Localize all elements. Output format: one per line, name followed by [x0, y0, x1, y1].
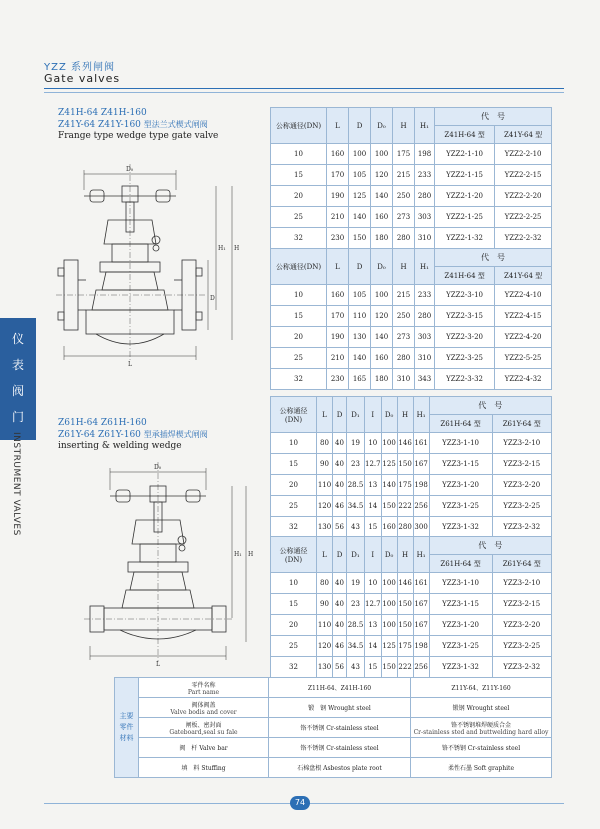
table-cell: 15	[365, 657, 382, 678]
col-header: D	[349, 249, 371, 285]
table-row	[271, 657, 552, 678]
table-cell: 280	[415, 186, 435, 207]
table-cell: YZZ2-3-10	[435, 285, 495, 306]
table-cell: 40	[333, 454, 347, 475]
table-cell: 233	[415, 285, 435, 306]
col-header: D	[349, 108, 371, 144]
table-cell: YZZ2-1-15	[435, 165, 495, 186]
col-header: D₀	[381, 397, 397, 433]
table-cell: 10	[365, 573, 382, 594]
section1-table-a-body	[271, 144, 552, 249]
table-cell: 110	[349, 306, 371, 327]
table-cell: 10	[271, 433, 317, 454]
part-name: 阀 杆 Valve bar	[139, 738, 269, 758]
section2-spec-table-a	[270, 396, 552, 538]
table-cell: 140	[349, 348, 371, 369]
table-cell: 110	[317, 615, 333, 636]
table-cell: 180	[371, 228, 393, 249]
table-cell: 15	[271, 594, 317, 615]
col-header: H	[397, 397, 413, 433]
table-cell: 19	[347, 433, 365, 454]
table-cell: 215	[393, 165, 415, 186]
code-header: 代 号	[429, 397, 551, 415]
material-col1: 铬不锈钢 Cr-stainless steel	[269, 718, 411, 738]
code-sub-header: Z41H-64 型	[435, 267, 495, 285]
col-header: H	[397, 537, 413, 573]
part-name: 填 料 Stuffing	[139, 758, 269, 778]
material-col1-header: Z11H-64、Z41H-160	[269, 678, 411, 698]
table-cell: 40	[333, 573, 347, 594]
table-cell: 100	[371, 144, 393, 165]
socket-weld-gate-valve-drawing	[60, 456, 260, 674]
table-cell: 256	[413, 657, 429, 678]
table-cell: 15	[271, 165, 327, 186]
code-sub-header: Z61Y-64 型	[492, 555, 552, 573]
table-cell: YZZ2-3-15	[435, 306, 495, 327]
section2-table-b-body	[271, 573, 552, 678]
table-row	[271, 615, 552, 636]
table-cell: 160	[371, 348, 393, 369]
table-cell: YZZ3-1-25	[429, 496, 492, 517]
table-cell: 140	[381, 475, 397, 496]
table-cell: 100	[381, 433, 397, 454]
col-header: H	[393, 108, 415, 144]
table-row	[271, 207, 552, 228]
table-cell: 167	[413, 615, 429, 636]
table-cell: 150	[381, 657, 397, 678]
section1-table-b-body	[271, 285, 552, 390]
table-cell: YZZ2-2-10	[495, 144, 552, 165]
table-cell: 130	[317, 657, 333, 678]
section2-type-english: inserting & welding wedge	[58, 441, 182, 451]
table-cell: YZZ3-1-10	[429, 433, 492, 454]
table-cell: 120	[371, 306, 393, 327]
table-cell: 100	[349, 144, 371, 165]
dim-label-l: L	[156, 661, 160, 668]
table-cell: YZZ2-2-15	[495, 165, 552, 186]
table-cell: 167	[413, 454, 429, 475]
table-cell: 160	[327, 285, 349, 306]
table-cell: 198	[413, 475, 429, 496]
table-cell: 175	[397, 475, 413, 496]
table-cell: 40	[333, 615, 347, 636]
table-row	[271, 594, 552, 615]
table-cell: 130	[317, 517, 333, 538]
section1-type-english: Frange type wedge type gate valve	[58, 131, 219, 141]
table-cell: 170	[327, 165, 349, 186]
material-col1: 铬不锈钢 Cr-stainless steel	[269, 738, 411, 758]
table-cell: 170	[327, 306, 349, 327]
table-cell: 167	[413, 594, 429, 615]
table-cell: 105	[349, 165, 371, 186]
table-row	[271, 517, 552, 538]
table-cell: 28.5	[347, 475, 365, 496]
table-cell: 150	[397, 454, 413, 475]
table-cell: YZZ3-2-25	[492, 636, 552, 657]
table-cell: 32	[271, 657, 317, 678]
table-cell: YZZ3-2-15	[492, 594, 552, 615]
col-header: D₁	[347, 397, 365, 433]
code-header: 代 号	[429, 537, 551, 555]
table-cell: 280	[397, 517, 413, 538]
table-row	[271, 285, 552, 306]
table-cell: 180	[371, 369, 393, 390]
table-cell: 300	[413, 517, 429, 538]
table-cell: 32	[271, 228, 327, 249]
dim-label-d: D	[210, 295, 215, 302]
table-cell: YZZ2-1-32	[435, 228, 495, 249]
table-cell: 13	[365, 475, 382, 496]
col-header: 公称通径(DN)	[271, 537, 317, 573]
table-cell: 10	[271, 573, 317, 594]
col-header: I	[365, 397, 382, 433]
table-cell: 256	[413, 496, 429, 517]
section-title: YZZ 系列闸阀	[44, 62, 115, 73]
table-cell: 120	[317, 496, 333, 517]
col-header: L	[317, 537, 333, 573]
col-header: H₁	[415, 108, 435, 144]
col-header: L	[327, 108, 349, 144]
table-row	[271, 475, 552, 496]
table-cell: YZZ3-2-32	[492, 657, 552, 678]
col-header: H₁	[413, 537, 429, 573]
table-cell: 130	[349, 327, 371, 348]
section-subtitle: Gate valves	[44, 72, 121, 85]
code-sub-header: Z41H-64 型	[435, 126, 495, 144]
table-cell: 25	[271, 207, 327, 228]
table-cell: YZZ3-2-10	[492, 573, 552, 594]
table-row	[271, 186, 552, 207]
col-header: D	[333, 397, 347, 433]
table-cell: 198	[413, 636, 429, 657]
table-cell: 20	[271, 615, 317, 636]
table-cell: 125	[381, 454, 397, 475]
material-col2: 铬不锈钢 Cr-stainless steel	[411, 738, 552, 758]
table-cell: YZZ3-2-32	[492, 517, 552, 538]
section2-table-a-body	[271, 433, 552, 538]
col-header: H₁	[413, 397, 429, 433]
table-row	[271, 573, 552, 594]
table-row	[271, 454, 552, 475]
table-cell: 105	[349, 285, 371, 306]
code-sub-header: Z41Y-64 型	[495, 126, 552, 144]
table-row	[271, 144, 552, 165]
table-cell: YZZ2-4-10	[495, 285, 552, 306]
table-cell: 40	[333, 475, 347, 496]
section1-spec-table-a	[270, 107, 552, 249]
table-cell: 161	[413, 433, 429, 454]
table-cell: 160	[327, 144, 349, 165]
table-cell: 222	[397, 496, 413, 517]
side-tab-char: 门	[11, 410, 24, 424]
part-name: 闸板、密封面 Gateboard,seal su fale	[139, 718, 269, 738]
table-cell: 150	[397, 615, 413, 636]
table-cell: YZZ3-2-20	[492, 475, 552, 496]
parts-materials-table	[114, 677, 552, 778]
flange-gate-valve-drawing	[56, 160, 262, 376]
table-cell: YZZ3-1-15	[429, 594, 492, 615]
table-cell: 120	[371, 165, 393, 186]
table-cell: 10	[271, 144, 327, 165]
col-header: D₁	[347, 537, 365, 573]
table-cell: 32	[271, 517, 317, 538]
material-col2: 柔性石墨 Soft graphite	[411, 758, 552, 778]
section1-caption: Z41H-64 Z41H-160 Z41Y-64 Z41Y-160 型法兰式楔式闸阀 Frange type wedge type gate valve	[58, 108, 219, 141]
col-header: D₀	[381, 537, 397, 573]
table-cell: 280	[393, 228, 415, 249]
table-cell: YZZ3-1-20	[429, 475, 492, 496]
table-cell: 273	[393, 327, 415, 348]
col-header: D₀	[371, 249, 393, 285]
page-number: 74	[290, 796, 310, 810]
table-cell: 230	[327, 369, 349, 390]
header-rule	[44, 88, 564, 89]
table-cell: YZZ3-2-15	[492, 454, 552, 475]
table-cell: 230	[327, 228, 349, 249]
material-col2: 锻钢 Wrought steel	[411, 698, 552, 718]
col-header: D₀	[371, 108, 393, 144]
col-header: 公称通径(DN)	[271, 397, 317, 433]
table-cell: 19	[347, 573, 365, 594]
table-cell: 190	[327, 186, 349, 207]
table-cell: 100	[381, 594, 397, 615]
table-cell: 13	[365, 615, 382, 636]
table-row	[271, 327, 552, 348]
part-name-header: 零件名称 Part name	[139, 678, 269, 698]
table-cell: 14	[365, 496, 382, 517]
table-cell: 23	[347, 454, 365, 475]
side-tab-char: 阀	[11, 384, 24, 398]
dim-label-h: H	[234, 245, 240, 252]
code-sub-header: Z61Y-64 型	[492, 415, 552, 433]
table-cell: 150	[397, 594, 413, 615]
table-cell: 150	[349, 228, 371, 249]
side-category-tab	[0, 318, 36, 440]
table-cell: 34.5	[347, 636, 365, 657]
dim-label-l: L	[128, 361, 132, 368]
table-cell: 25	[271, 496, 317, 517]
table-cell: 125	[381, 636, 397, 657]
table-cell: 175	[397, 636, 413, 657]
table-cell: 210	[327, 348, 349, 369]
table-cell: 12.7	[365, 594, 382, 615]
header-rule-thin	[44, 92, 564, 93]
table-cell: 250	[393, 186, 415, 207]
table-cell: YZZ2-2-20	[495, 186, 552, 207]
table-cell: YZZ2-4-15	[495, 306, 552, 327]
side-tab-char: 仪	[11, 332, 24, 346]
table-cell: 250	[393, 306, 415, 327]
table-cell: 56	[333, 657, 347, 678]
table-row	[271, 165, 552, 186]
table-cell: 90	[317, 454, 333, 475]
dim-label-h1: H₁	[234, 551, 242, 558]
dim-label-d0: D₀	[126, 166, 134, 173]
table-cell: YZZ2-2-32	[495, 228, 552, 249]
table-row	[271, 433, 552, 454]
table-cell: 40	[333, 594, 347, 615]
table-cell: YZZ3-1-10	[429, 573, 492, 594]
table-cell: 140	[349, 207, 371, 228]
table-cell: 233	[415, 165, 435, 186]
code-sub-header: Z61H-64 型	[429, 415, 492, 433]
table-cell: 10	[365, 433, 382, 454]
table-cell: 140	[371, 327, 393, 348]
table-cell: 165	[349, 369, 371, 390]
table-cell: YZZ2-1-25	[435, 207, 495, 228]
table-cell: YZZ3-1-15	[429, 454, 492, 475]
table-cell: 25	[271, 348, 327, 369]
table-cell: 34.5	[347, 496, 365, 517]
code-sub-header: Z61H-64 型	[429, 555, 492, 573]
table-cell: 20	[271, 475, 317, 496]
col-header: L	[327, 249, 349, 285]
table-cell: YZZ2-4-20	[495, 327, 552, 348]
table-cell: 215	[393, 285, 415, 306]
part-name: 阀体阀盖 Valve bodis and cover	[139, 698, 269, 718]
side-english-label: INSTRUMENT VALVES	[11, 432, 21, 536]
table-cell: 190	[327, 327, 349, 348]
table-cell: 280	[393, 348, 415, 369]
table-cell: 20	[271, 186, 327, 207]
table-row	[271, 348, 552, 369]
table-cell: 160	[371, 207, 393, 228]
table-cell: 280	[415, 306, 435, 327]
dim-label-d0: D₀	[154, 464, 162, 471]
table-cell: 161	[413, 573, 429, 594]
table-row	[271, 228, 552, 249]
table-cell: YZZ3-1-32	[429, 657, 492, 678]
table-cell: 32	[271, 369, 327, 390]
col-header: H	[393, 249, 415, 285]
table-cell: 12.7	[365, 454, 382, 475]
table-cell: YZZ2-3-20	[435, 327, 495, 348]
table-cell: YZZ2-3-25	[435, 348, 495, 369]
table-cell: 140	[371, 186, 393, 207]
parts-side-label: 主要零件材料	[115, 678, 139, 778]
code-header: 代 号	[435, 249, 552, 267]
table-cell: 120	[317, 636, 333, 657]
table-cell: 343	[415, 369, 435, 390]
table-cell: 146	[397, 433, 413, 454]
table-cell: 80	[317, 433, 333, 454]
section2-caption: Z61H-64 Z61H-160 Z61Y-64 Z61Y-160 型承插焊楔式闸阀 inserting & welding wedge	[58, 418, 208, 451]
material-col2-header: Z11Y-64、Z11Y-160	[411, 678, 552, 698]
section1-spec-table-b	[270, 248, 552, 390]
material-col1: 锻 钢 Wrought steel	[269, 698, 411, 718]
col-header: I	[365, 537, 382, 573]
table-cell: 80	[317, 573, 333, 594]
table-cell: 303	[415, 327, 435, 348]
table-cell: YZZ2-1-10	[435, 144, 495, 165]
table-cell: 56	[333, 517, 347, 538]
table-row	[271, 369, 552, 390]
table-cell: 100	[371, 285, 393, 306]
table-cell: YZZ3-2-20	[492, 615, 552, 636]
dim-label-h: H	[248, 551, 254, 558]
table-cell: 273	[393, 207, 415, 228]
table-cell: 210	[327, 207, 349, 228]
table-cell: 40	[333, 433, 347, 454]
table-cell: 46	[333, 636, 347, 657]
col-header: 公称通径(DN)	[271, 108, 327, 144]
table-row	[271, 496, 552, 517]
table-cell: 150	[381, 496, 397, 517]
section2-spec-table-b	[270, 536, 552, 678]
table-cell: 43	[347, 517, 365, 538]
table-cell: 100	[381, 615, 397, 636]
table-cell: 222	[397, 657, 413, 678]
code-sub-header: Z41Y-64 型	[495, 267, 552, 285]
side-tab-char: 表	[11, 358, 24, 372]
table-cell: 25	[271, 636, 317, 657]
table-cell: 175	[393, 144, 415, 165]
table-cell: 110	[317, 475, 333, 496]
table-row	[271, 306, 552, 327]
table-cell: YZZ3-1-32	[429, 517, 492, 538]
table-cell: 310	[393, 369, 415, 390]
table-cell: 198	[415, 144, 435, 165]
table-cell: 10	[271, 285, 327, 306]
table-cell: 46	[333, 496, 347, 517]
table-cell: YZZ2-5-25	[495, 348, 552, 369]
table-cell: 15	[271, 306, 327, 327]
table-cell: YZZ3-1-25	[429, 636, 492, 657]
table-cell: 14	[365, 636, 382, 657]
table-cell: YZZ2-4-32	[495, 369, 552, 390]
table-cell: 20	[271, 327, 327, 348]
table-cell: YZZ2-1-20	[435, 186, 495, 207]
table-cell: YZZ2-3-32	[435, 369, 495, 390]
table-cell: YZZ3-1-20	[429, 615, 492, 636]
table-cell: 125	[349, 186, 371, 207]
table-cell: 303	[415, 207, 435, 228]
table-cell: 43	[347, 657, 365, 678]
col-header: 公称通径(DN)	[271, 249, 327, 285]
code-header: 代 号	[435, 108, 552, 126]
col-header: L	[317, 397, 333, 433]
table-cell: 310	[415, 228, 435, 249]
table-cell: YZZ3-2-25	[492, 496, 552, 517]
table-cell: 28.5	[347, 615, 365, 636]
col-header: H₁	[415, 249, 435, 285]
table-cell: 310	[415, 348, 435, 369]
dim-label-h1: H₁	[218, 245, 226, 252]
table-cell: 100	[381, 573, 397, 594]
table-cell: 90	[317, 594, 333, 615]
table-cell: 23	[347, 594, 365, 615]
table-cell: YZZ2-2-25	[495, 207, 552, 228]
table-cell: 146	[397, 573, 413, 594]
table-cell: 160	[381, 517, 397, 538]
material-col1: 石棉盘根 Asbestos plate root	[269, 758, 411, 778]
table-cell: 15	[365, 517, 382, 538]
table-cell: YZZ3-2-10	[492, 433, 552, 454]
col-header: D	[333, 537, 347, 573]
table-cell: 15	[271, 454, 317, 475]
table-row	[271, 636, 552, 657]
material-col2: 铬不锈钢堆焊硬质合金 Cr-stainless sted and buttwelding hard alloy	[411, 718, 552, 738]
